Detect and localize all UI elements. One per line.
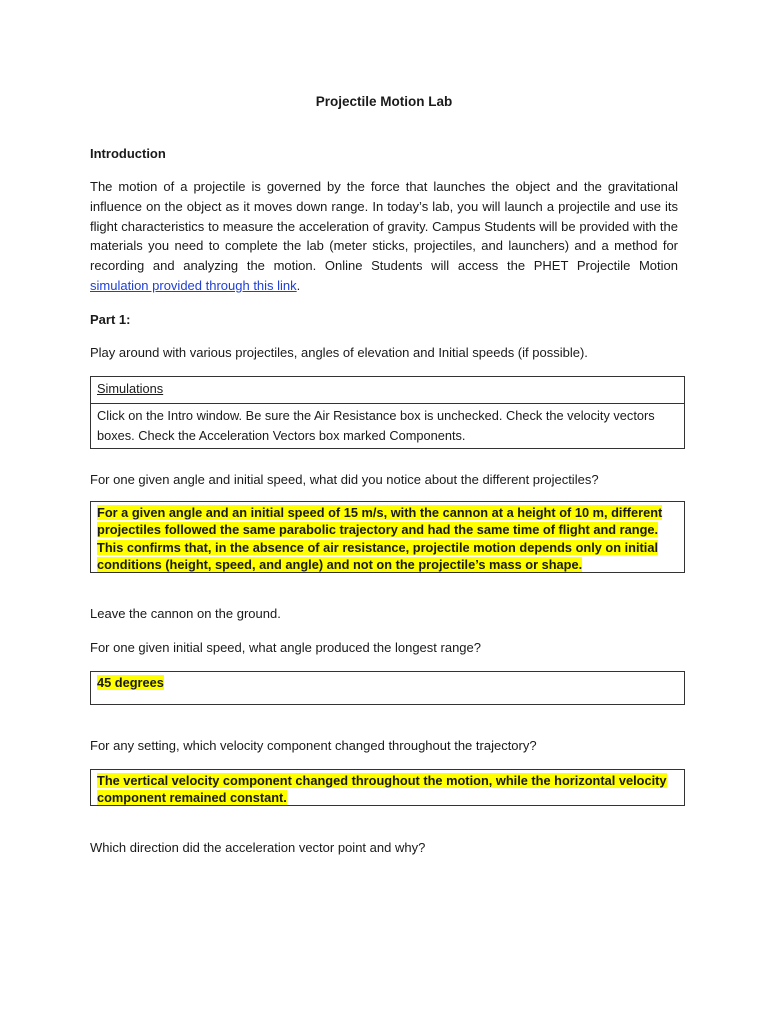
- simulations-header-text: Simulations: [97, 381, 164, 396]
- answer-3-text: [97, 772, 678, 807]
- instruction-2: Leave the cannon on the ground.: [90, 606, 281, 621]
- part1-heading: Part 1:: [90, 312, 131, 327]
- question-2: For one given initial speed, what angle produced the longest range?: [90, 640, 481, 655]
- part1-instruction: Play around with various projectiles, angles of elevation and Initial speeds (if possible).: [90, 345, 588, 360]
- answer-1-box[interactable]: [90, 501, 685, 573]
- answer-2-text: [97, 674, 678, 691]
- answer-1-text: [97, 504, 678, 573]
- question-3: For any setting, which velocity component changed throughout the trajectory?: [90, 738, 537, 753]
- answer-2-highlight: 45 degrees: [97, 675, 164, 690]
- answer-2-box[interactable]: [90, 671, 685, 705]
- answer-1-highlight: For a given angle and an initial speed of 15 m/s, with the cannon at a height of 10 m, different projectiles followed the same parabolic trajectory and had the same time of flight and range. This confirms that, in the absence of air resistance, projectile motion depends only on initial conditions (height, speed, and angle) and not on the projectile’s mass or shape.: [97, 505, 663, 572]
- question-1: For one given angle and initial speed, what did you notice about the different projectiles?: [90, 472, 599, 487]
- simulation-link[interactable]: simulation provided through this link: [90, 277, 297, 293]
- simulations-box: [90, 376, 685, 449]
- question-4: Which direction did the acceleration vector point and why?: [90, 840, 426, 855]
- introduction-heading: Introduction: [90, 146, 166, 161]
- simulations-box-header: [91, 377, 684, 403]
- answer-3-highlight: The vertical velocity component changed throughout the motion, while the horizontal velocity component remained constant.: [97, 773, 667, 806]
- answer-3-box[interactable]: [90, 769, 685, 806]
- simulations-box-body: Click on the Intro window. Be sure the Air Resistance box is unchecked. Check the velocity vectors boxes. Check the Acceleration Vectors box marked Components.: [91, 403, 684, 448]
- introduction-text: The motion of a projectile is governed by the force that launches the object and the gravitational influence on the object as it moves down range. In today’s lab, you will launch a projectile and use its flight characteristics to measure the acceleration of gravity. Campus Students will be provided with the materials you need to complete the lab (meter sticks, projectiles, and launchers) and a method for recording and analyzing the motion. Online Students will access the PHET Projectile Motion: [90, 179, 678, 274]
- document-title: Projectile Motion Lab: [315, 94, 453, 109]
- introduction-text-end: .: [296, 277, 301, 293]
- introduction-paragraph: [90, 177, 678, 296]
